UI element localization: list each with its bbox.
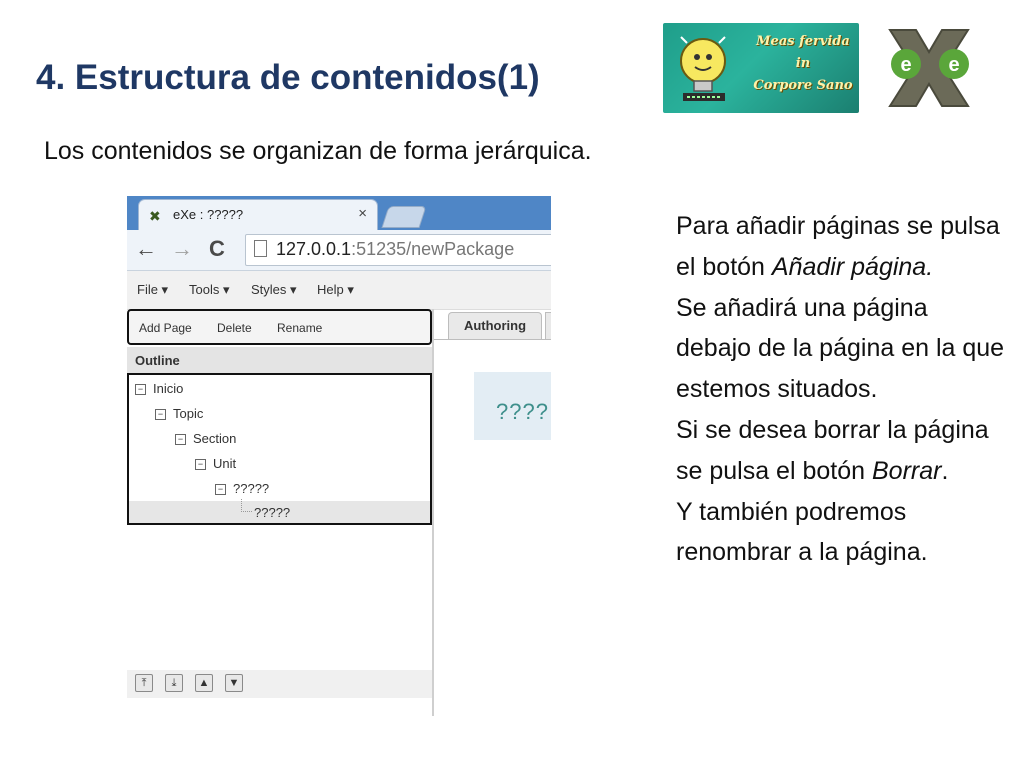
svg-text:e: e xyxy=(900,54,912,76)
slide-title: 4. Estructura de contenidos(1) xyxy=(36,58,540,97)
collapse-icon[interactable]: − xyxy=(175,434,186,445)
svg-text:e: e xyxy=(948,54,960,76)
tree-node-inicio[interactable]: − Inicio xyxy=(135,381,183,396)
outline-header xyxy=(127,347,432,374)
menu-help[interactable]: Help ▾ xyxy=(317,282,354,297)
tree-node-page-parent[interactable]: − ????? xyxy=(215,481,269,496)
demote-icon[interactable]: ⤓ xyxy=(165,674,183,692)
description-paragraph-3: Si se desea borrar la página se pulsa el botón Borrar. xyxy=(676,415,989,485)
collapse-icon[interactable]: − xyxy=(195,459,206,470)
back-arrow-icon[interactable]: ← xyxy=(135,236,157,261)
description-text xyxy=(676,206,1006,573)
description-paragraph-2: Se añadirá una página debajo de la página en la que estemos situados. xyxy=(676,293,1005,404)
delete-button[interactable]: Delete xyxy=(217,321,252,335)
move-up-icon[interactable]: ▲ xyxy=(195,674,213,692)
meas-fervida-logo xyxy=(663,23,859,113)
reload-icon[interactable]: C xyxy=(209,236,225,261)
app-menubar xyxy=(127,271,551,310)
exe-screenshot xyxy=(127,196,551,716)
description-paragraph-4: Y también podremos renombrar a la página. xyxy=(676,497,928,567)
outline-action-bar xyxy=(127,309,432,345)
tree-node-unit[interactable]: − Unit xyxy=(195,456,236,471)
tab-baseline xyxy=(434,339,551,340)
lightbulb-mascot-icon xyxy=(663,23,753,113)
url-text: 127.0.0.1:51235/newPackage xyxy=(276,239,515,259)
tree-node-topic[interactable]: − Topic xyxy=(155,406,203,421)
menu-styles[interactable]: Styles ▾ xyxy=(251,282,297,297)
collapse-icon[interactable]: − xyxy=(215,484,226,495)
menu-file[interactable]: File ▾ xyxy=(137,282,169,297)
exe-logo xyxy=(882,24,976,112)
page-icon xyxy=(254,240,267,257)
tree-connector xyxy=(241,499,252,512)
browser-tab-title: eXe : ????? xyxy=(173,207,244,222)
exe-favicon-icon: ✖ xyxy=(149,208,161,224)
add-page-button[interactable]: Add Page xyxy=(139,321,192,335)
tree-node-section[interactable]: − Section xyxy=(175,431,236,446)
collapse-icon[interactable]: − xyxy=(135,384,146,395)
panel-divider[interactable] xyxy=(432,309,434,716)
rename-button[interactable]: Rename xyxy=(277,321,323,335)
outline-nav-bar xyxy=(127,670,432,698)
slide-subtitle: Los contenidos se organizan de forma jerárquica. xyxy=(44,137,592,165)
move-down-icon[interactable]: ▼ xyxy=(225,674,243,692)
outline-tree xyxy=(127,373,432,525)
promote-icon[interactable]: ⤒ xyxy=(135,674,153,692)
tree-node-page-selected[interactable]: ????? xyxy=(254,505,291,520)
browser-tabstrip xyxy=(127,196,551,230)
outline-label: Outline xyxy=(135,353,180,368)
menu-tools[interactable]: Tools ▾ xyxy=(189,282,230,297)
description-paragraph-1: Para añadir páginas se pulsa el botón Añadir página. xyxy=(676,212,1000,281)
browser-tab[interactable] xyxy=(139,200,377,230)
collapse-icon[interactable]: − xyxy=(155,409,166,420)
new-tab-button[interactable] xyxy=(381,206,426,228)
meas-fervida-logo-text: Meas fervida in Corpore Sano xyxy=(753,34,853,93)
address-bar[interactable] xyxy=(245,234,551,266)
forward-arrow-icon[interactable]: → xyxy=(171,236,193,261)
browser-toolbar xyxy=(127,230,551,271)
content-page-title: ???? xyxy=(496,399,549,424)
tab-next[interactable] xyxy=(545,312,551,340)
tab-authoring[interactable]: Authoring xyxy=(448,312,542,340)
close-tab-icon[interactable]: × xyxy=(358,205,367,222)
